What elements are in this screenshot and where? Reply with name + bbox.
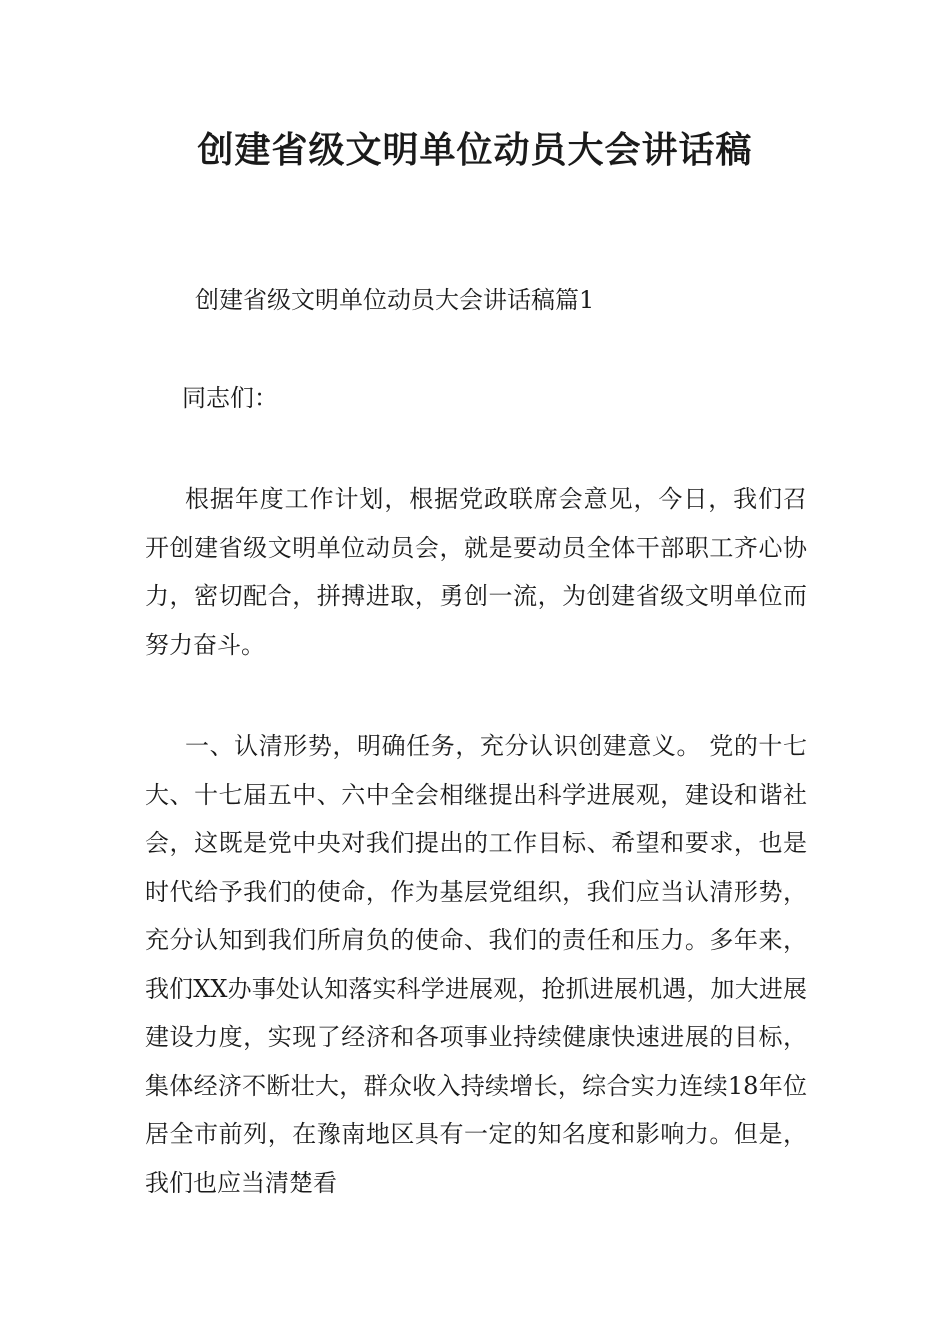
paragraph-section-one: 一、认清形势，明确任务，充分认识创建意义。 党的十七大、十七届五中、六中全会相继提出科学进展观，建设和谐社会，这既是党中央对我们提出的工作目标、希望和要求，也是时代给予我们的使命，作为基层党组织，我们应当认清形势，充分认知到我们所肩负的使命、我们的责任和压力。多年来，我们XX办事处认知落实科学进展观，抢抓进展机遇，加大进展建设力度，实现了经济和各项事业持续健康快速进展的目标，集体经济不断壮大，群众收入持续增长，综合实力连续18年位居全市前列，在豫南地区具有一定的知名度和影响力。但是，我们也应当清楚看 xyxy=(145,732,807,1197)
document-title: 创建省级文明单位动员大会讲话稿 xyxy=(197,130,753,171)
paragraph-intro: 根据年度工作计划，根据党政联席会意见，今日，我们召开创建省级文明单位动员会，就是要动员全体干部职工齐心协力，密切配合，拼搏进取，勇创一流，为创建省级文明单位而努力奋斗。 xyxy=(145,485,807,659)
salutation: 同志们： xyxy=(182,384,278,412)
document-subtitle: 创建省级文明单位动员大会讲话稿篇1 xyxy=(195,286,595,314)
